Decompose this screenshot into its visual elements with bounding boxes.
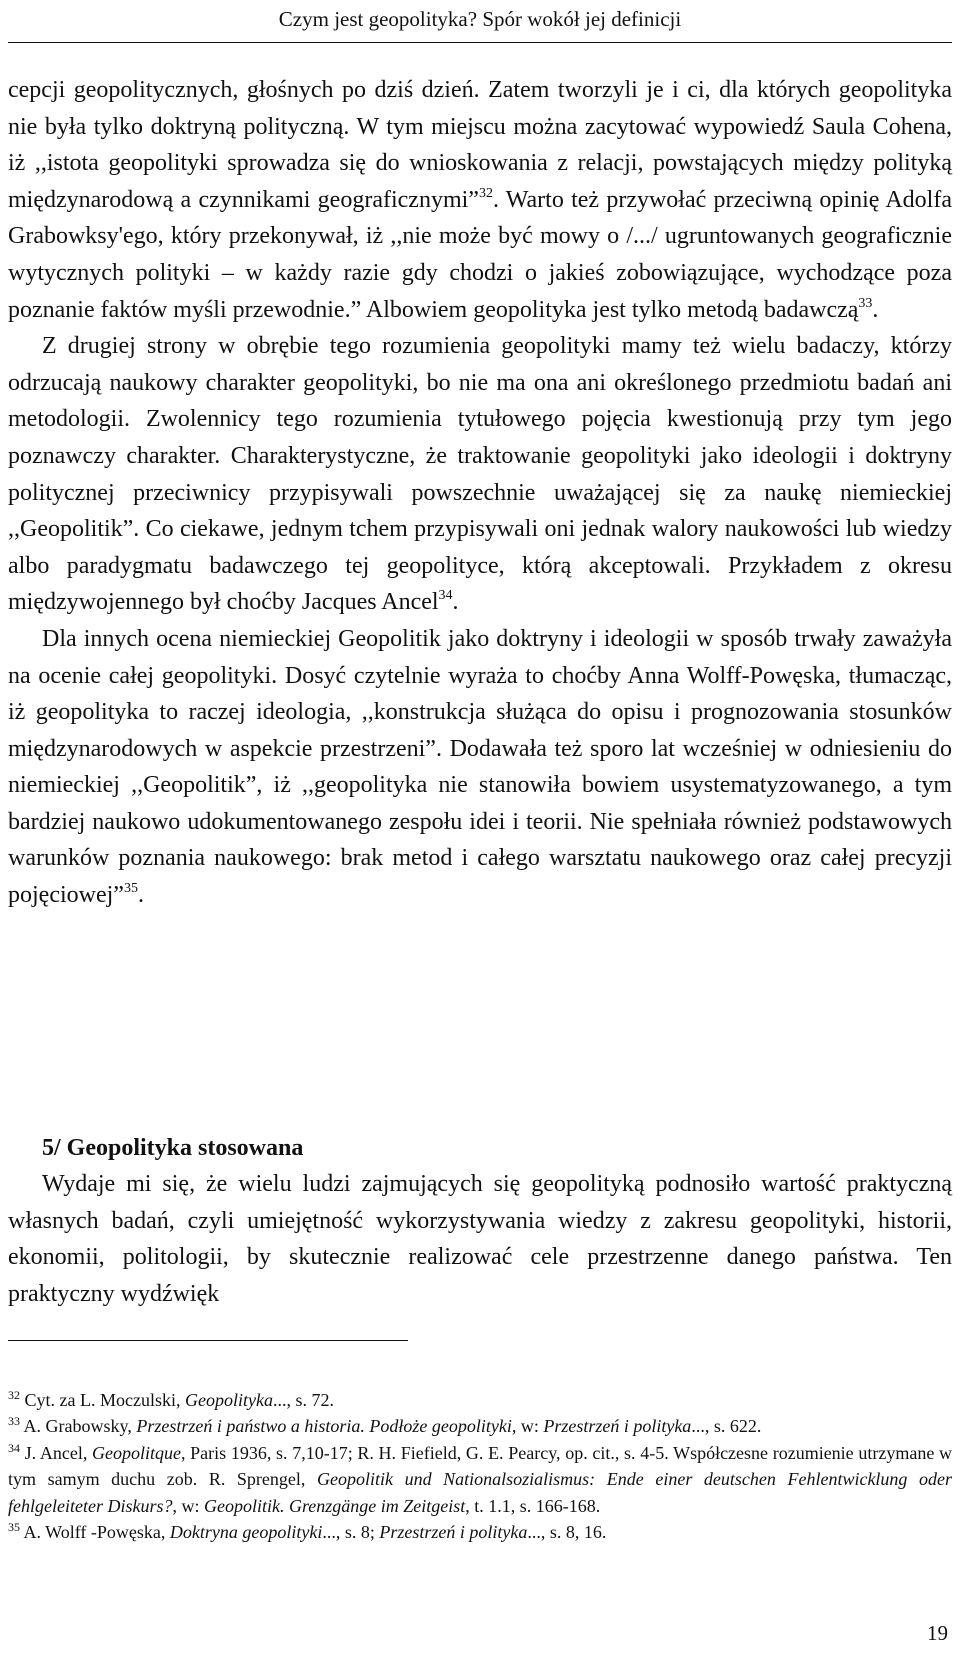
footnote-italic: Geopolityka <box>184 1390 273 1410</box>
footnote-text: ..., s. 8; <box>322 1522 380 1543</box>
footnote-italic: Doktryna geopolityki <box>169 1522 323 1543</box>
footnote-34 <box>8 1440 952 1519</box>
footnote-32 <box>8 1387 952 1413</box>
footnote-text: , w: <box>172 1495 204 1516</box>
footnote-italic: Przestrzeń i państwo a historia. Podłoże geopolityki <box>136 1416 512 1437</box>
paragraph-1-text-b: . Warto też przywołać przeciwną opinię Adolfa Grabowksy'ego, który przekonywał, iż ,,nie może być mowy o /.../ ugruntowanych geograficznie wytycznych polityki – w każdy razie gdy chodzi o jakieś zobowiązujące, wychodzące poza poznanie faktów myśli przewodnie.” Albowiem geopolityka jest tylko metodą badawczą <box>8 186 952 323</box>
page-number: 19 <box>927 1621 948 1645</box>
footnote-35 <box>8 1519 952 1545</box>
footnote-separator <box>8 1340 408 1341</box>
footnote-text: ..., s. 72. <box>272 1390 334 1410</box>
running-header <box>0 0 960 44</box>
paragraph-2-text-a: Z drugiej strony w obrębie tego rozumienia geopolityki mamy też wielu badaczy, którzy odrzucają naukowy charakter geopolityki, bo nie ma ona ani określonego przedmiotu badań ani metodologii. Zwolennicy tego rozumienia tytułowego pojęcia kwestionują przy tym jego poznawczy charakter. Charakterystyczne, że traktowanie geopolityki jako ideologii i doktryny politycznej przeciwnicy przypisywali powszechnie uważającej się za naukę niemieckiej ,,Geopolitik”. Co ciekawe, jednym tchem przypisywali oni jednak walory naukowości lub wiedzy albo paradygmatu badawczego tej geopolityce, którą akceptowali. Przykładem z okresu międzywojennego był choćby Jacques Ancel <box>8 333 952 616</box>
footnote-number: 33 <box>8 1414 20 1429</box>
footnote-text: A. Grabowsky, <box>20 1416 137 1437</box>
footnote-text: Cyt. za L. Moczulski, <box>20 1390 185 1410</box>
footnotes <box>8 1387 952 1545</box>
paragraph-3-text-a: Dla innych ocena niemieckiej Geopolitik jako doktryny i ideologii w sposób trwały zaważyła na ocenie całej geopolityki. Dosyć czytelnie wyraża to choćby Anna Wolff-Powęska, tłumacząc, iż geopolityka to raczej ideologia, ,,konstrukcja służąca do opisu i prognozowania stosunków międzynarodowych w aspekcie przestrzeni”. Dodawała też sporo lat wcześniej w odniesieniu do niemieckiej ,,Geopolitik”, iż ,,geopolityka nie stanowiła bowiem usystematyzowanego, a tym bardziej naukowo udokumentowanego zespołu idei i teorii. Nie spełniała również podstawowych warunków poznania naukowego: brak metod i całego warsztatu naukowego oraz całej precyzji pojęciowej” <box>8 625 952 909</box>
footnote-text: , t. 1.1, s. 166-168. <box>465 1495 601 1516</box>
footnote-italic: Geopolitik und Nationalsozialismus: Ende einer deutschen Fehlentwicklung oder fehlgeleiteter Diskurs? <box>8 1469 953 1516</box>
footnote-italic: Przestrzeń i polityka <box>379 1522 528 1543</box>
header-rule <box>8 42 952 43</box>
paragraph-1-text-c: . <box>872 296 879 323</box>
footnote-italic: Geopolitque <box>92 1442 181 1463</box>
footnote-text: ..., s. 622. <box>691 1416 762 1437</box>
footnote-number: 34 <box>8 1440 20 1455</box>
footnote-number: 35 <box>8 1520 20 1535</box>
footnote-ref-35[interactable]: 35 <box>123 881 138 897</box>
paragraph-2-text-b: . <box>452 589 459 616</box>
main-text <box>8 72 952 914</box>
footnote-ref-33[interactable]: 33 <box>858 295 873 311</box>
paragraph-3 <box>8 621 952 914</box>
footnote-ref-32[interactable]: 32 <box>478 185 493 201</box>
footnote-text: J. Ancel, <box>20 1442 93 1463</box>
paragraph-3-text-b: . <box>137 882 144 909</box>
section-paragraph: Wydaje mi się, że wielu ludzi zajmujących się geopolityką podnosiło wartość praktyczną własnych badań, czyli umiejętność wykorzystywania wiedzy z zakresu geopolityki, historii, ekonomii, politologii, by skutecznie realizować cele przestrzenne danego państwa. Ten praktyczny wydźwięk <box>8 1171 952 1307</box>
footnote-text: A. Wolff -Powęska, <box>20 1522 170 1543</box>
footnote-ref-34[interactable]: 34 <box>438 588 453 604</box>
footnote-number: 32 <box>8 1388 20 1402</box>
section-heading: 5/ Geopolityka stosowana <box>42 1135 304 1161</box>
paragraph-1-text-a: cepcji geopolitycznych, głośnych po dziś dzień. Zatem tworzyli je i ci, dla których geopolityka nie była tylko doktryną polityczną. W tym miejscu można zacytować wypowiedź Saula Cohena, iż ,,istota geopolityki sprowadza się do wnioskowania z relacji, powstających między polityką międzynarodową a czynnikami geograficznymi” <box>8 77 952 213</box>
section-body <box>8 1166 952 1312</box>
paragraph-1 <box>8 72 952 328</box>
paragraph-2 <box>8 328 952 621</box>
footnote-italic: Przestrzeń i polityka <box>543 1416 692 1437</box>
footnote-text: , w: <box>511 1416 544 1437</box>
footnote-italic: Geopolitik. Grenzgänge im Zeitgeist <box>203 1495 466 1516</box>
running-title: Czym jest geopolityka? Spór wokół jej definicji <box>278 7 682 31</box>
footnote-text: ..., s. 8, 16. <box>527 1522 607 1543</box>
footnote-text: , Paris 1936, s. 7,10-17; R. H. Fiefield, G. E. Pearcy, op. cit., s. 4-5. Współczesne rozumienie utrzymane w tym samym duchu zob. R. Sprengel, <box>8 1442 952 1490</box>
footnote-33 <box>8 1413 952 1439</box>
